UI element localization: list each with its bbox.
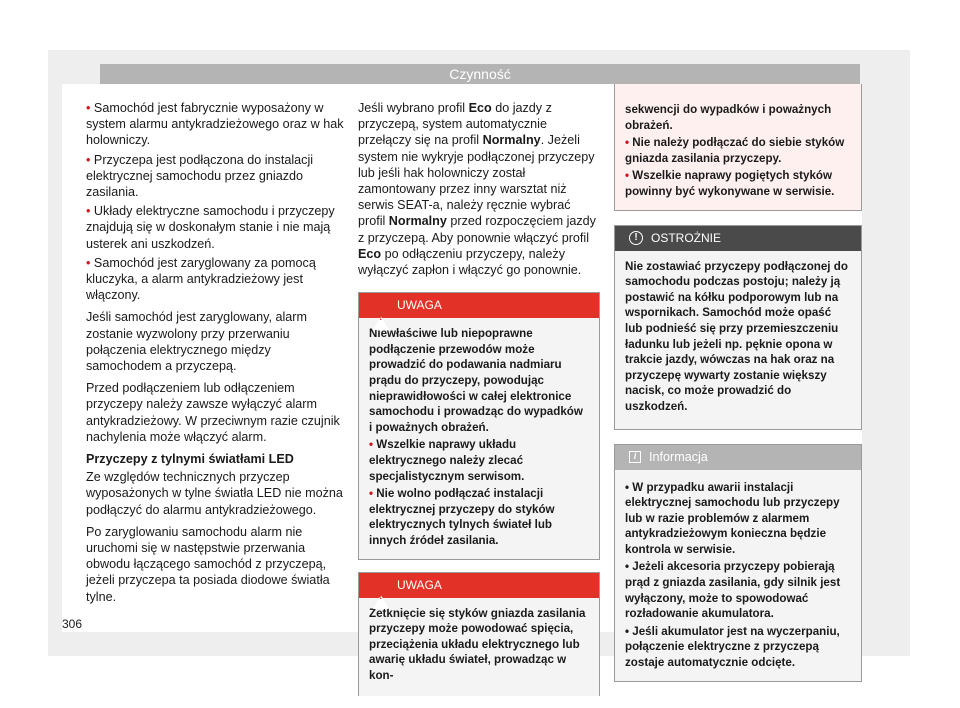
warning-text: Zetknięcie się styków gniazda zasilania przyczepy może powodować spięcia, przeciążenia układu elektrycznego lub awarię układu świateł, prowadząc w kon- (369, 606, 586, 682)
warning-box (358, 572, 600, 696)
list-item: • Nie należy podłączać do siebie styków gniazda zasilania przyczepy. (625, 136, 845, 165)
paragraph: Ze względów technicznych przyczep wyposażonych w tylne światła LED nie można podłączyć do alarmu antykradzieżowego. (86, 470, 343, 517)
warning-triangle-icon (373, 297, 389, 313)
list-item: • Nie wolno podłączać instalacji elektrycznej przyczepy do styków elektrycznych tylnych świateł lub innych źródeł zasilania. (369, 487, 555, 547)
section-heading: Przyczepy z tylnymi światłami LED (86, 452, 294, 467)
warning-text: sekwencji do wypadków i poważnych obrażeń. (625, 103, 832, 132)
caution-box (614, 225, 862, 430)
page-number: 306 (62, 617, 83, 631)
warning-triangle-icon (373, 576, 389, 592)
list-item: • Wszelkie naprawy pogiętych styków powinny być wykonywane w serwisie. (625, 169, 835, 198)
caution-text: Nie zostawiać przyczepy podłączonej do samochodu podczas postoju; należy ją postawić na kółku podporowym lub na wspornikach. Samochód może opaść lub podnieść się przy przemieszczeniu ładunku lub jeżeli np. pęknie opona w trakcie jazdy, wówczas na hak oraz na przyczepę wywarty zostanie większy nacisk, co może prowadzić do uszkodzeń. (625, 259, 848, 413)
list-item: • W przypadku awarii instalacji elektrycznej samochodu lub przyczepy lub w razie problemów z alarmem antykradzieżowym konieczna będzie kontrola w serwisie. (625, 480, 840, 556)
exclamation-circle-icon: ! (629, 231, 643, 245)
info-icon: i (629, 451, 641, 463)
warning-text: Niewłaściwe lub niepoprawne podłączenie przewodów może prowadzić do podawania nadmiaru prądu do przyczepy, powodując nieprawidłowości w całej elektronice samochodu i prowadząc do wypadków i poważnych obrażeń. (369, 327, 583, 434)
column-left (86, 100, 348, 611)
list-item: • Przyczepa jest podłączona do instalacji elektrycznej samochodu przez gniazdo zasilania. (86, 152, 314, 200)
list-item: • Układy elektryczne samochodu i przyczepy znajdują się w doskonałym stanie i nie mają usterek ani uszkodzeń. (86, 204, 335, 251)
warning-header: ! UWAGA (359, 293, 599, 318)
paragraph: Po zaryglowaniu samochodu alarm nie uruchomi się w następstwie przerwania obwodu łączącego samochód z przyczepą, jeżeli przyczepa ta posiada diodowe światła tylne. (86, 524, 330, 604)
column-middle (358, 100, 600, 708)
paragraph: Przed podłączeniem lub odłączeniem przyczepy należy zawsze wyłączyć alarm antykradzieżowy. W przeciwnym razie czujnik nachylenia może włączyć alarm. (86, 381, 340, 444)
info-box (614, 444, 862, 682)
caution-header: ! OSTROŻNIE (615, 226, 861, 251)
paragraph: Jeśli samochód jest zaryglowany, alarm zostanie wyzwolony przy przerwaniu połączenia elektrycznego między samochodem a przyczepą. (86, 310, 307, 374)
paragraph: Jeśli wybrano profil Eco do jazdy z przyczepą, system automatycznie przełączy się na profil Normalny. Jeżeli system nie wykryje podłączonej przyczepy lub jeśli hak holowniczy został zamontowany przez inny warsztat niż serwis SEAT-a, należy ręcznie wybrać profil Normalny przed rozpoczęciem jazdy z przyczepą. Aby ponownie włączyć profil Eco po odłączeniu przyczepy, należy wyłączyć zapłon i włączyć go ponownie. (358, 101, 596, 278)
list-item: • Samochód jest zaryglowany za pomocą kluczyka, a alarm antykradzieżowy jest włączony. (86, 255, 316, 303)
warning-box (358, 292, 600, 559)
page-header: Czynność (100, 64, 860, 84)
info-header: i Informacja (615, 445, 861, 470)
warning-header: ! UWAGA (359, 573, 599, 598)
list-item: • Samochód jest fabrycznie wyposażony w system alarmu antykradzieżowego oraz w hak holowniczy. (86, 101, 344, 148)
column-right (614, 84, 862, 694)
list-item: • Wszelkie naprawy układu elektrycznego należy zlecać specjalistycznym serwisom. (369, 438, 525, 483)
warning-box-continued (614, 84, 862, 211)
list-item: • Jeśli akumulator jest na wyczerpaniu, połączenie elektryczne z przyczepą zostaje automatycznie odcięte. (625, 624, 840, 670)
list-item: • Jeżeli akcesoria przyczepy pobierają prąd z gniazda zasilania, gdy silnik jest wyłączony, może to spowodować rozładowanie akumulatora. (625, 560, 841, 621)
